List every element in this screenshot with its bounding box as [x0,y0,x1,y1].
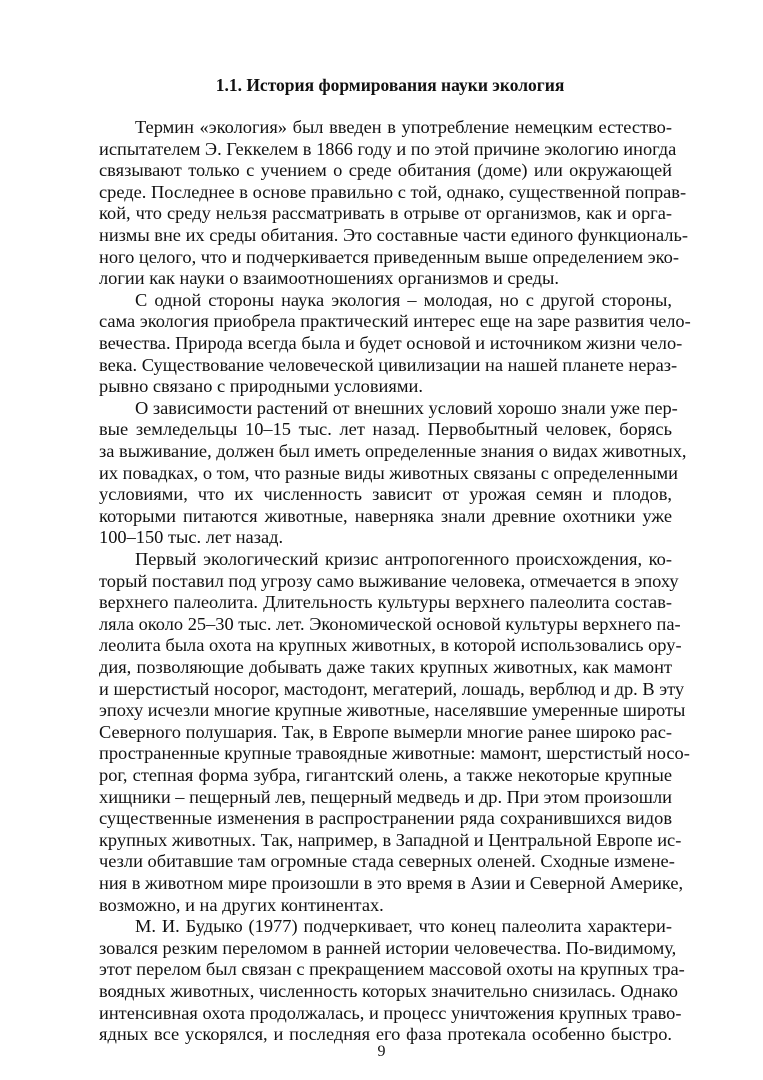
text-line: Термин «экология» был введен в употребление немецким естество- [135,117,672,137]
text-line: связывают только с учением о среде обитания (доме) или окружающей [99,160,672,181]
text-line: М. И. Будыко (1977) подчеркивает, что конец палеолита характери- [135,916,672,937]
text-line: С одной стороны наука экология – молодая, но с другой стороны, [135,289,672,310]
text-line: крупных животных. Так, например, в Западной и Центральной Европе ис- [99,829,682,850]
text-line: ния в животном мире произошли в это время в Азии и Северной Америке, [99,873,684,893]
text-line: вечества. Природа всегда была и будет основой и источником жизни чело- [99,333,683,353]
text-line: ядных все ускорялся, и последняя его фаза протекала особенно быстро. [99,1024,672,1045]
text-line: Северного полушария. Так, в Европе вымерли многие ранее широко рас- [99,721,672,742]
text-line: которыми питаются животные, наверняка знали древние охотники уже [99,505,672,526]
text-line: рог, степная форма зубра, гигантский олень, а также некоторые крупные [99,765,672,785]
text-line: этот перелом был связан с прекращением массовой охоты на крупных тра- [99,959,685,980]
text-line: Первый экологический кризис антропогенного происхождения, ко- [135,549,672,569]
text-line: интенсивная охота продолжалась, и процесс уничтожения крупных траво- [99,1002,682,1023]
text-line: зовался резким переломом в ранней истории человечества. По-видимому, [99,937,677,958]
text-line: леолита была охота на крупных животных, в которой использовались ору- [99,635,682,656]
text-line: пространенные крупные травоядные животные: мамонт, шерстистый носо- [99,743,690,764]
text-line: и шерстистый носорог, мастодонт, мегатерий, лошадь, верблюд и др. В эту [99,678,685,699]
text-line: вые земледельцы 10–15 тыс. лет назад. Первобытный человек, борясь [99,419,672,440]
text-line: возможно, и на других континентах. [99,894,384,915]
text-line: кой, что среду нельзя рассматривать в отрыве от организмов, как и орга- [99,203,672,224]
text-line: торый поставил под угрозу само выживание человека, отмечается в эпоху [99,570,679,591]
text-line: испытателем Э. Геккелем в 1866 году и по этой причине экологию иногда [99,138,677,159]
text-line: дия, позволяющие добывать даже таких крупных животных, как мамонт [99,657,672,677]
text-line: ляла около 25–30 тыс. лет. Экономической основой культуры верхнего па- [99,613,681,634]
text-line: за выживание, должен был иметь определенные знания о видах животных, [99,441,687,461]
text-line: среде. Последнее в основе правильно с той, однако, существенной поправ- [99,181,687,202]
text-line: ного целого, что и подчеркивается приведенным выше определением эко- [99,246,679,267]
text-line: чезли обитавшие там огромные стада северных оленей. Сходные измене- [99,851,675,872]
text-line: их повадках, о том, что разные виды животных связаны с определенными [99,462,679,483]
text-line: эпоху исчезли многие крупные животные, населявшие умеренные широты [99,700,686,721]
text-line: сама экология приобрела практический интерес еще на заре развития чело- [99,311,691,332]
text-line: верхнего палеолита. Длительность культуры верхнего палеолита состав- [99,592,672,613]
text-line: 100–150 тыс. лет назад. [99,527,284,548]
text-line: века. Существование человеческой цивилизации на нашей планете нераз- [99,354,678,375]
text-line: условиями, что их численность зависит от урожая семян и плодов, [99,484,672,505]
text-line: логии как науки о взаимоотношениях организмов и среды. [99,268,559,289]
text-line: О зависимости растений от внешних условий хорошо знали уже пер- [135,397,678,418]
section-heading: 1.1. История формирования науки экология [215,75,565,95]
text-line: воядных животных, численность которых значительно снизилась. Однако [99,981,678,1001]
text-line: существенные изменения в распространении ряда сохранившихся видов [99,808,672,829]
text-line: рывно связано с природными условиями. [99,376,423,397]
page-number: 9 [377,1043,386,1060]
text-line: хищники – пещерный лев, пещерный медведь и др. При этом произошли [99,786,672,807]
text-line: низмы вне их среды обитания. Это составные части единого функциональ- [99,225,688,245]
